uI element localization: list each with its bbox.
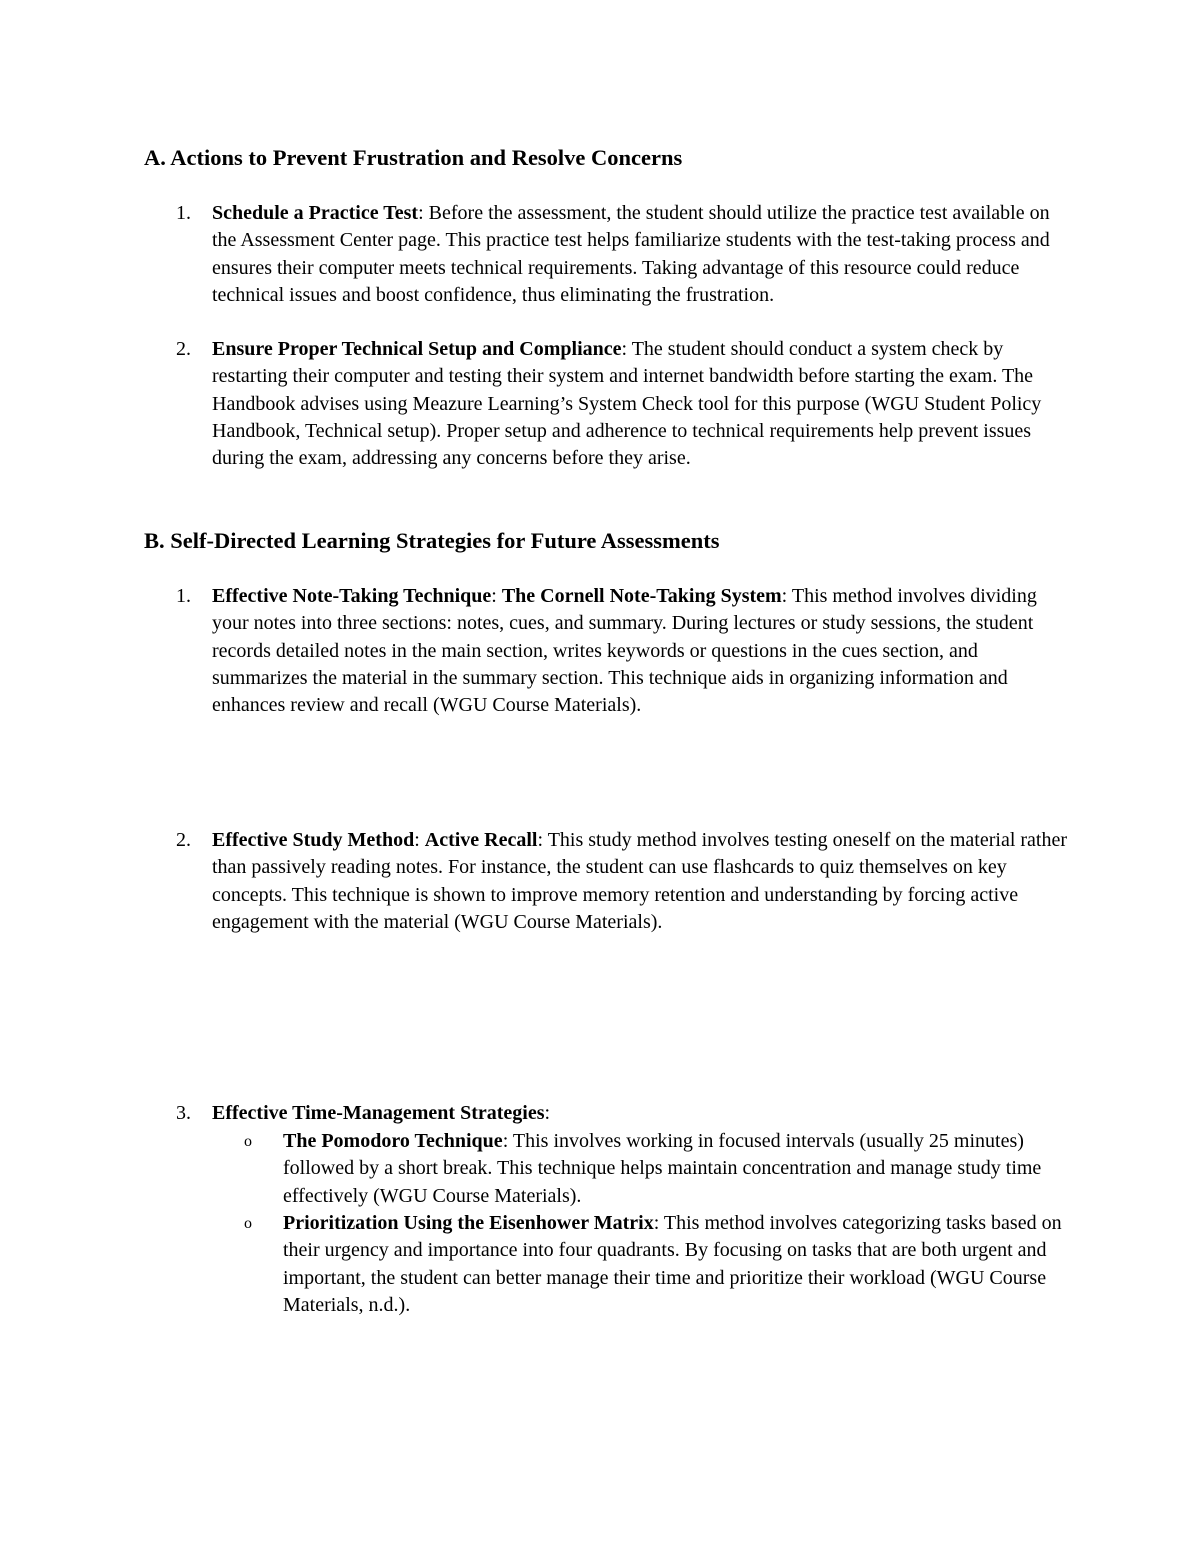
sub-item-text: : This involves working in focused intervals (usually 25 minutes) followed by a short break. This technique helps maintain concentration and manage study time effectively (WGU Course Materials). — [283, 1130, 1042, 1207]
item-title: Effective Note-Taking Technique — [212, 585, 492, 607]
list-item-body — [212, 200, 1070, 309]
list-item — [176, 1100, 1076, 1127]
list-item-body — [212, 1100, 1070, 1127]
sub-item-title: Prioritization Using the Eisenhower Matrix — [283, 1212, 654, 1234]
list-number: 1. — [176, 585, 191, 607]
list-item — [176, 336, 1076, 472]
item-text: : This study method involves testing oneself on the material rather than passively reading notes. For instance, the student can use flashcards to quiz themselves on key concepts. This technique is shown to improve memory retention and understanding by forcing active engagement with the material (WGU Course Materials). — [212, 829, 1068, 933]
sub-list-item — [244, 1210, 1074, 1319]
list-number: 1. — [176, 202, 191, 224]
list-item-body — [212, 336, 1070, 472]
item-text: : The student should conduct a system check by restarting their computer and testing their system and internet bandwidth before starting the exam. The Handbook advises using Meazure Learning’s System Check tool for this purpose (WGU Student Policy Handbook, Technical setup). Proper setup and adherence to technical requirements help prevent issues during the exam, addressing any concerns before they arise. — [212, 338, 1042, 470]
sub-item-body — [283, 1210, 1073, 1319]
item-title: Effective Study Method — [212, 829, 415, 851]
item-text: : Before the assessment, the student should utilize the practice test available on the Assessment Center page. This practice test helps familiarize students with the test-taking process and ensures their computer meets technical requirements. Taking advantage of this resource could reduce technical issues and boost confidence, thus eliminating the frustration. — [212, 202, 1050, 306]
item-separator: : — [491, 585, 502, 607]
list-item-body — [212, 827, 1070, 936]
sub-list-item — [244, 1128, 1074, 1210]
list-number: 3. — [176, 1102, 191, 1124]
item-text: : — [544, 1102, 551, 1124]
bullet-icon: o — [244, 1133, 252, 1150]
list-item — [176, 827, 1076, 936]
sub-item-title: The Pomodoro Technique — [283, 1130, 503, 1152]
item-text: : This method involves dividing your notes into three sections: notes, cues, and summary. During lectures or study sessions, the student records detailed notes in the main section, writes keywords or questions in the cues section, and summarizes the material in the summary section. This technique aids in organizing information and enhances review and recall (WGU Course Materials). — [212, 585, 1037, 717]
item-subtitle: The Cornell Note-Taking System — [501, 585, 782, 607]
list-item — [176, 200, 1076, 309]
item-subtitle: Active Recall — [424, 829, 538, 851]
item-title: Ensure Proper Technical Setup and Compliance — [212, 338, 622, 360]
item-title: Schedule a Practice Test — [212, 202, 419, 224]
sub-item-body — [283, 1128, 1073, 1210]
list-number: 2. — [176, 829, 191, 851]
section-b-heading: B. Self-Directed Learning Strategies for Future Assessments — [144, 528, 720, 553]
bullet-icon: o — [244, 1215, 252, 1232]
list-item — [176, 583, 1076, 719]
list-number: 2. — [176, 338, 191, 360]
item-title: Effective Time-Management Strategies — [212, 1102, 545, 1124]
item-separator: : — [414, 829, 425, 851]
section-a-heading: A. Actions to Prevent Frustration and Resolve Concerns — [144, 145, 683, 170]
list-item-body — [212, 583, 1070, 719]
sub-item-text: : This method involves categorizing tasks based on their urgency and importance into four quadrants. By focusing on tasks that are both urgent and important, the student can better manage their time and prioritize their workload (WGU Course Materials, n.d.). — [283, 1212, 1062, 1316]
